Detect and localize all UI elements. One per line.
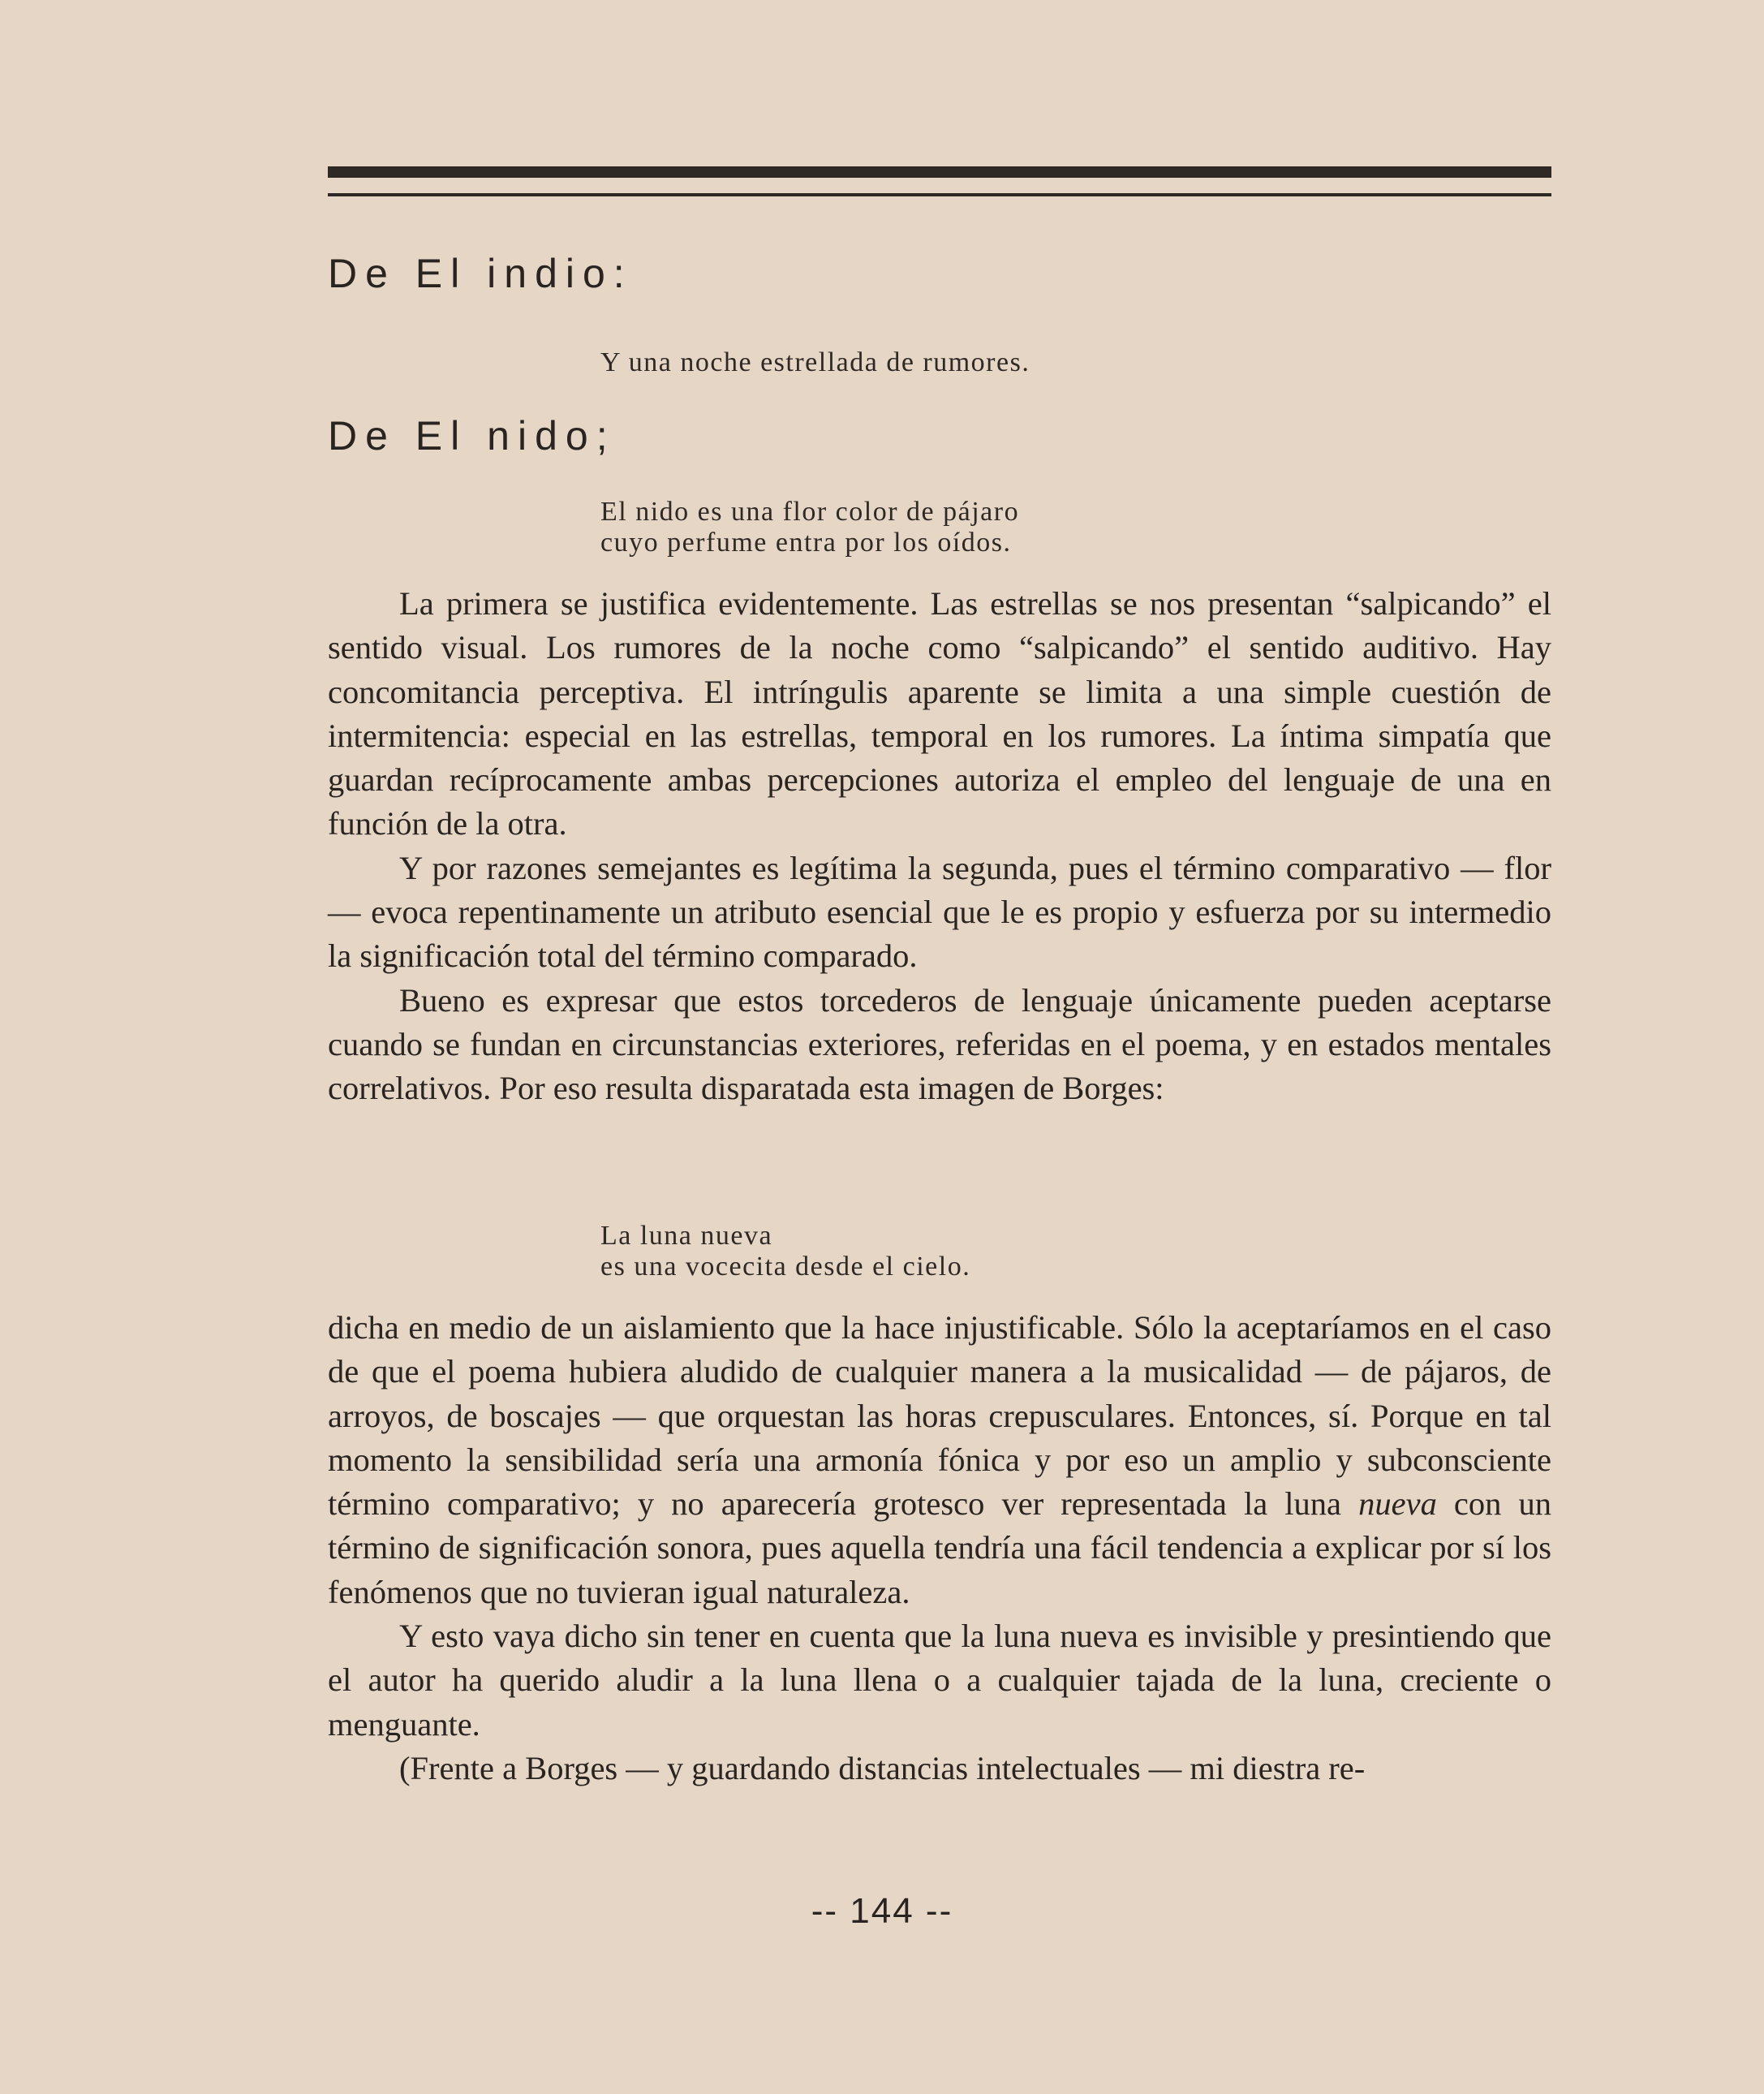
header-rule-thin (328, 193, 1551, 196)
verse-line: cuyo perfume entra por los oídos. (600, 528, 1012, 558)
verse-luna-borges (600, 1221, 970, 1282)
paragraph: Y esto vaya dicho sin tener en cuenta que la luna nueva es invisible y presintiendo que el autor ha querido aludir a la luna llena o a cualquier tajada de la luna, creciente o menguante. (328, 1618, 1551, 1743)
paragraph: La primera se justifica evidentemente. Las estrellas se nos presentan “salpicando” el sentido visual. Los rumores de la noche como “salpicando” el sentido auditivo. Hay concomitancia perceptiva. El intríngulis aparente se limita a una simple cuestión de intermitencia: especial en las estrellas, temporal en los rumores. La íntima simpatía que guardan recíprocamente ambas percepciones autoriza el empleo del lenguaje de una en función de la otra. (328, 585, 1551, 842)
paragraph: Bueno es expresar que estos torcederos de lenguaje únicamente pueden aceptarse cuando se fundan en circunstancias exteriores, referidas en el poema, y en estados mentales correlativos. Por eso resulta disparatada esta imagen de Borges: (328, 981, 1551, 1107)
paragraph: Y por razones semejantes es legítima la segunda, pues el término comparativo — flor — evoca repentinamente un atributo esencial que le es propio y esfuerza por su intermedio la significación total del término comparado. (328, 849, 1551, 975)
paragraph (328, 1306, 1551, 1614)
italic-word: nueva (1358, 1485, 1437, 1523)
heading-el-indio: De El indio: (328, 251, 633, 296)
verse-line: Y una noche estrellada de rumores. (600, 347, 1030, 377)
paragraph: (Frente a Borges — y guardando distancias intelectuales — mi diestra re- (399, 1749, 1366, 1786)
verse-line: La luna nueva (600, 1221, 773, 1251)
prose-block-after-quote (328, 1306, 1551, 1790)
heading-el-nido: De El nido; (328, 413, 616, 459)
prose-block-before-quote (328, 582, 1551, 1111)
verse-nido (600, 497, 1019, 558)
verse-line: es una vocecita desde el cielo. (600, 1252, 971, 1282)
header-rule-thick (328, 166, 1551, 178)
paragraph-text: con un término de significación sonora, pues aquella tendría una fácil tendencia a explicar por sí los fenómenos que no tuvieran igual naturaleza. (328, 1485, 1551, 1610)
page-number: -- 144 -- (811, 1891, 953, 1931)
verse-line: El nido es una flor color de pájaro (600, 497, 1020, 527)
paragraph-text: dicha en medio de un aislamiento que la hace injustificable. Sólo la aceptaríamos en el caso de que el poema hubiera aludido de cualquier manera a la musicalidad — de pájaros, de arroyos, de boscajes — que orquestan las horas crepusculares. Entonces, sí. Porque en tal momento la sensibilidad sería una armonía fónica y por eso un amplio y subconsciente término comparativo; y no aparecería grotesco ver representada la luna (328, 1309, 1551, 1523)
verse-indio (600, 347, 1030, 378)
